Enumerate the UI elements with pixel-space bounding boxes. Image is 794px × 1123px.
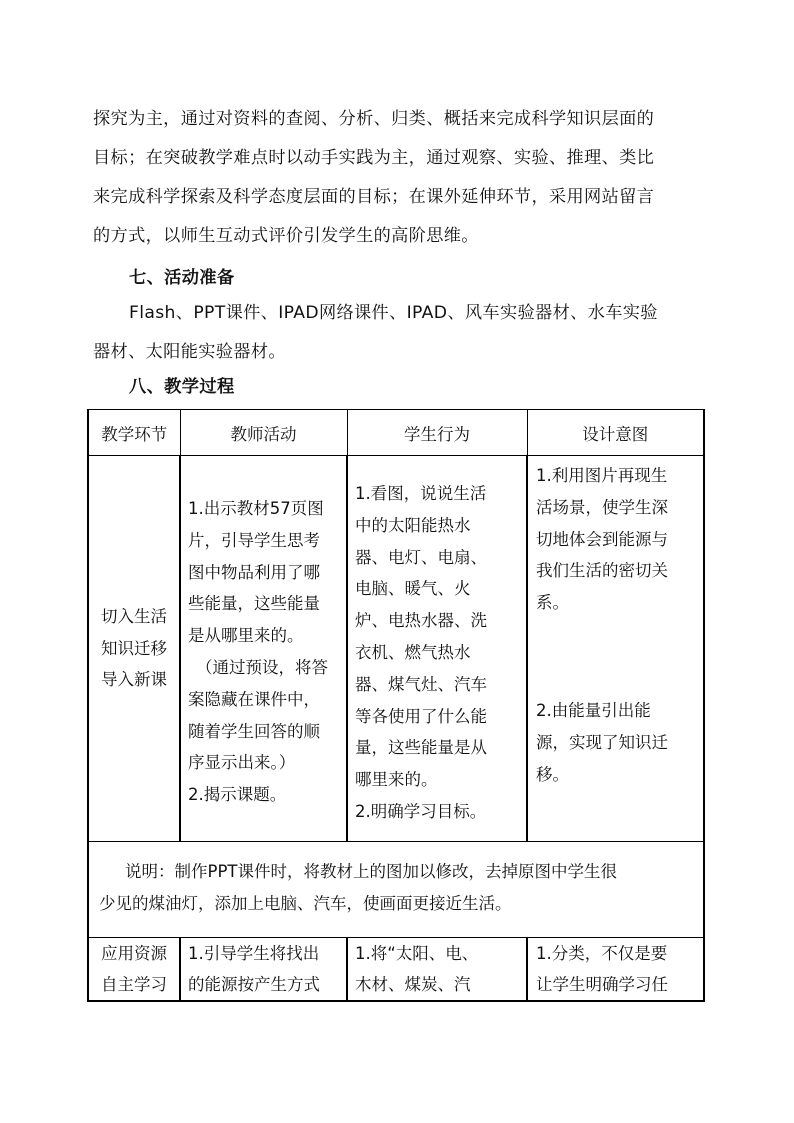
student-line: 哪里来的。 — [355, 770, 438, 790]
stage-line: 切入生活 — [101, 607, 167, 627]
intent-line: 2.由能量引出能 — [536, 700, 651, 720]
student-line: 器、煤气灶、汽车 — [355, 674, 487, 694]
student-line: 衣机、燃气热水 — [355, 642, 471, 662]
teacher-line: 1.引导学生将找出 — [188, 944, 320, 963]
header-teacher: 教师活动 — [180, 410, 347, 456]
teacher-line: 随着学生回答的顺 — [188, 721, 320, 741]
student-line: 器、电灯、电扇、 — [355, 547, 487, 567]
table-row — [88, 938, 704, 1002]
intro-line: 目标；在突破教学难点时以动手实践为主，通过观察、实验、推理、类比 — [93, 148, 655, 168]
student-line: 电脑、暖气、火 — [355, 579, 471, 599]
intent-line: 我们生活的密切关 — [536, 561, 668, 581]
teacher-line: 片，引导学生思考 — [188, 530, 320, 550]
section7-heading: 七、活动准备 — [129, 268, 235, 288]
section7-paragraph — [93, 294, 703, 372]
stage-cell — [88, 938, 180, 1002]
table-header-row — [88, 410, 704, 456]
section7-line: 器材、太阳能实验器材。 — [93, 342, 286, 362]
teacher-line: 1.出示教材57页图 — [188, 499, 324, 518]
intro-paragraph — [93, 100, 703, 256]
note-line: 说明：制作PPT课件时，将教材上的图加以修改，去掉原图中学生很 — [125, 862, 617, 881]
student-line: 1.将“太阳、电、 — [355, 944, 479, 963]
intent-line: 让学生明确学习任 — [536, 975, 668, 994]
teacher-activity-cell — [180, 938, 347, 1002]
student-line: 木材、煤炭、汽 — [355, 975, 471, 994]
stage-line: 自主学习 — [101, 975, 167, 994]
intro-line: 来完成科学探索及科学态度层面的目标；在课外延伸环节，采用网站留言 — [93, 187, 655, 207]
student-line: 中的太阳能热水 — [355, 515, 471, 535]
teacher-line: 的能源按产生方式 — [188, 975, 320, 994]
design-intent-cell — [527, 456, 704, 842]
student-line: 量，这些能量是从 — [355, 738, 487, 758]
design-intent-cell — [527, 938, 704, 1002]
intent-line: 移。 — [536, 764, 569, 784]
intro-line: 探究为主，通过对资料的查阅、分析、归类、概括来完成科学知识层面的 — [93, 109, 655, 129]
section7-line: Flash、PPT课件、IPAD网络课件、IPAD、风车实验器材、水车实验 — [129, 303, 658, 323]
intent-line: 活场景，使学生深 — [536, 497, 668, 517]
header-stage: 教学环节 — [88, 410, 180, 456]
teaching-process-table — [87, 409, 705, 1002]
stage-cell — [88, 456, 180, 842]
teacher-activity-cell — [180, 456, 347, 842]
teacher-line: 2.揭示课题。 — [188, 785, 287, 805]
intent-line: 源，实现了知识迁 — [536, 732, 668, 752]
header-intent: 设计意图 — [527, 410, 704, 456]
header-student: 学生行为 — [347, 410, 527, 456]
student-line: 炉、电热水器、洗 — [355, 611, 487, 631]
student-line: 2.明确学习目标。 — [355, 801, 487, 821]
intent-line: 切地体会到能源与 — [536, 529, 668, 549]
intent-line: 1.利用图片再现生 — [536, 466, 668, 485]
stage-line: 知识迁移 — [101, 638, 167, 658]
table-row — [88, 456, 704, 842]
section8-heading: 八、教学过程 — [129, 377, 235, 397]
intent-line: 1.分类，不仅是要 — [536, 944, 668, 963]
teacher-line: 些能量，这些能量 — [188, 594, 320, 614]
stage-line: 导入新课 — [101, 670, 167, 690]
teacher-line: 是从哪里来的。 — [188, 626, 304, 646]
stage-line: 应用资源 — [101, 944, 167, 963]
teacher-line: （通过预设，将答 — [196, 657, 328, 677]
note-cell — [88, 842, 704, 938]
student-line: 等各使用了什么能 — [355, 706, 487, 726]
student-behavior-cell — [347, 938, 527, 1002]
teacher-line: 图中物品利用了哪 — [188, 562, 320, 582]
student-behavior-cell — [347, 456, 527, 842]
teacher-line: 序显示出来。） — [188, 753, 296, 773]
note-line: 少见的煤油灯，添加上电脑、汽车，使画面更接近生活。 — [99, 894, 512, 913]
student-line: 1.看图，说说生活 — [355, 484, 487, 503]
teacher-line: 案隐藏在课件中， — [188, 689, 320, 709]
note-row — [88, 842, 704, 938]
intent-line: 系。 — [536, 593, 569, 613]
intro-line: 的方式，以师生互动式评价引发学生的高阶思维。 — [93, 226, 479, 246]
